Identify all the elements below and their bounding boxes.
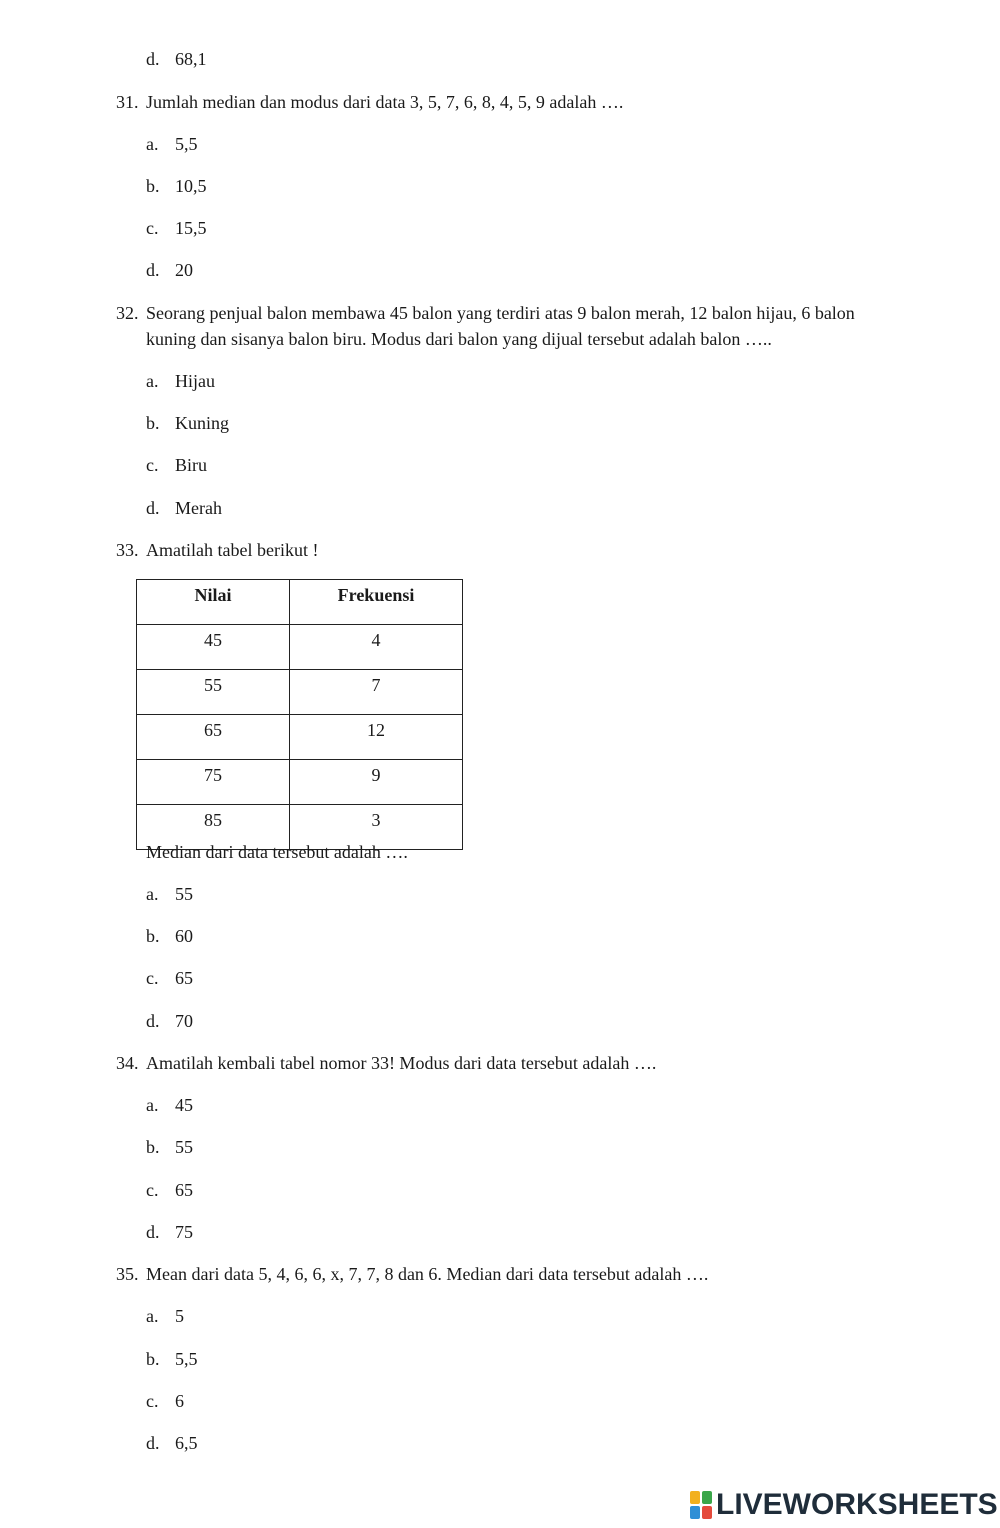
table-row xyxy=(137,625,463,670)
option-letter: d. xyxy=(146,498,160,518)
table-cell: 75 xyxy=(137,760,290,805)
table-row xyxy=(137,715,463,760)
table-cell: 12 xyxy=(290,715,463,760)
question-number: 31. xyxy=(116,92,139,112)
option-letter: b. xyxy=(146,926,160,946)
question-text-line-2: kuning dan sisanya balon biru. Modus dari balon yang dijual tersebut adalah balon ….. xyxy=(146,329,772,349)
option-text[interactable]: Hijau xyxy=(175,371,215,391)
question-text: Jumlah median dan modus dari data 3, 5, 7, 6, 8, 4, 5, 9 adalah …. xyxy=(146,92,624,112)
option-letter: a. xyxy=(146,884,159,904)
option-text[interactable]: 65 xyxy=(175,968,193,988)
table-cell: 3 xyxy=(290,805,463,850)
option-letter: b. xyxy=(146,1349,160,1369)
option-text[interactable]: 55 xyxy=(175,1137,193,1157)
table-header-frekuensi: Frekuensi xyxy=(290,580,463,625)
option-letter: c. xyxy=(146,218,159,238)
option-letter: d. xyxy=(146,1222,160,1242)
option-letter: b. xyxy=(146,176,160,196)
liveworksheets-logo xyxy=(690,1487,998,1523)
option-letter: a. xyxy=(146,371,159,391)
option-letter: c. xyxy=(146,1391,159,1411)
option-letter: c. xyxy=(146,455,159,475)
table-cell: 7 xyxy=(290,670,463,715)
option-text[interactable]: 5,5 xyxy=(175,1349,198,1369)
question-text: Seorang penjual balon membawa 45 balon yang terdiri atas 9 balon merah, 12 balon hijau, 6 balon xyxy=(146,303,855,323)
option-text[interactable]: 55 xyxy=(175,884,193,904)
table-header-nilai: Nilai xyxy=(137,580,290,625)
option-text[interactable]: 20 xyxy=(175,260,193,280)
option-letter: d. xyxy=(146,1011,160,1031)
table-header-row xyxy=(137,580,463,625)
option-letter: d. xyxy=(146,49,160,69)
table-cell: 4 xyxy=(290,625,463,670)
logo-square xyxy=(702,1506,712,1519)
option-text[interactable]: 6 xyxy=(175,1391,184,1411)
option-text[interactable]: Merah xyxy=(175,498,222,518)
question-number: 34. xyxy=(116,1053,139,1073)
option-letter: b. xyxy=(146,413,160,433)
table-cell: 9 xyxy=(290,760,463,805)
option-letter: a. xyxy=(146,134,159,154)
logo-square xyxy=(702,1491,712,1504)
option-text[interactable]: 10,5 xyxy=(175,176,207,196)
option-letter: c. xyxy=(146,1180,159,1200)
option-text[interactable]: 75 xyxy=(175,1222,193,1242)
question-text: Mean dari data 5, 4, 6, 6, x, 7, 7, 8 dan 6. Median dari data tersebut adalah …. xyxy=(146,1264,709,1284)
option-text[interactable]: 15,5 xyxy=(175,218,207,238)
question-text: Amatilah tabel berikut ! xyxy=(146,540,319,560)
question-text-after-table: Median dari data tersebut adalah …. xyxy=(146,842,408,862)
option-text[interactable]: 5 xyxy=(175,1306,184,1326)
table-cell: 65 xyxy=(137,715,290,760)
question-number: 35. xyxy=(116,1264,139,1284)
option-text[interactable]: 6,5 xyxy=(175,1433,198,1453)
option-letter: c. xyxy=(146,968,159,988)
logo-square xyxy=(690,1506,700,1519)
option-letter: a. xyxy=(146,1095,159,1115)
option-text[interactable]: 68,1 xyxy=(175,49,207,69)
question-number: 32. xyxy=(116,303,139,323)
option-text[interactable]: Kuning xyxy=(175,413,229,433)
option-letter: b. xyxy=(146,1137,160,1157)
option-text[interactable]: 65 xyxy=(175,1180,193,1200)
question-text: Amatilah kembali tabel nomor 33! Modus dari data tersebut adalah …. xyxy=(146,1053,657,1073)
question-number: 33. xyxy=(116,540,139,560)
liveworksheets-logo-icon xyxy=(690,1491,712,1519)
option-text[interactable]: 60 xyxy=(175,926,193,946)
option-letter: a. xyxy=(146,1306,159,1326)
table-cell: 85 xyxy=(137,805,290,850)
option-text[interactable]: 45 xyxy=(175,1095,193,1115)
table-row xyxy=(137,760,463,805)
logo-square xyxy=(690,1491,700,1504)
option-letter: d. xyxy=(146,260,160,280)
option-text[interactable]: Biru xyxy=(175,455,208,475)
option-letter: d. xyxy=(146,1433,160,1453)
option-text[interactable]: 70 xyxy=(175,1011,193,1031)
table-cell: 55 xyxy=(137,670,290,715)
frequency-table xyxy=(136,579,463,850)
table-row xyxy=(137,670,463,715)
liveworksheets-logo-text: LIVEWORKSHEETS xyxy=(716,1488,998,1521)
table-cell: 45 xyxy=(137,625,290,670)
option-text[interactable]: 5,5 xyxy=(175,134,198,154)
